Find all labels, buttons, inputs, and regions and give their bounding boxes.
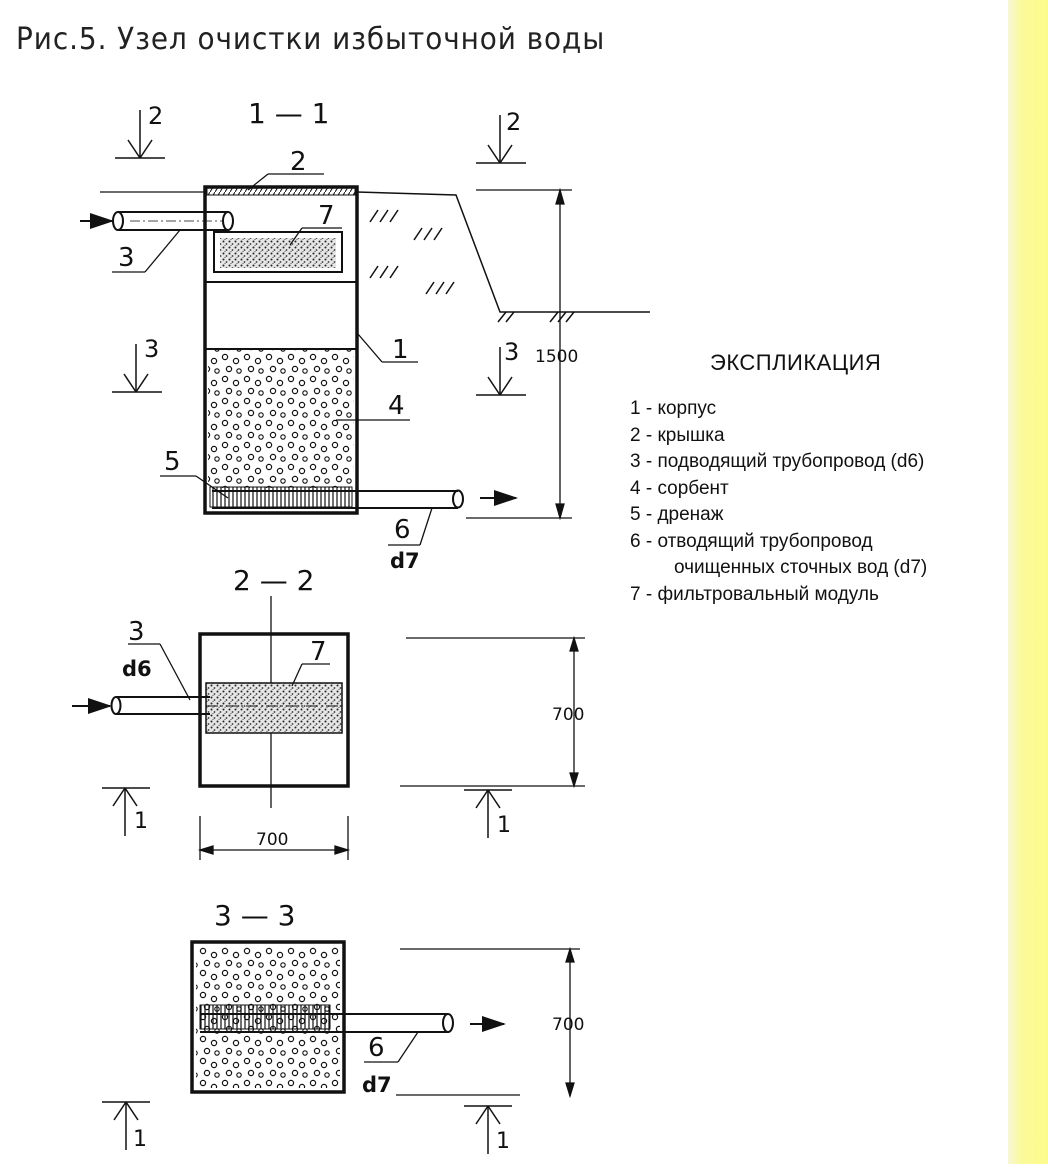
callout-7b — [292, 637, 330, 686]
dimension-1500 — [466, 190, 578, 518]
pipe-d6-label: d6 — [122, 657, 152, 681]
cut-mark-1-left-2-2 — [102, 788, 150, 836]
legend-item: 4 - сорбент — [630, 477, 729, 499]
filter-module-media — [220, 238, 336, 268]
legend-item: 3 - подводящий трубопровод (d6) — [630, 451, 925, 472]
callout-3-label: 3 — [118, 243, 135, 273]
cut-mark-3-left-label: 3 — [144, 335, 160, 363]
filter-module-plan — [206, 683, 342, 733]
dimension-700-3-3-label: 700 — [552, 1015, 585, 1035]
pipe-d7-label: d7 — [390, 549, 420, 573]
section-2-2 — [72, 564, 585, 860]
dimension-700-right-3-3 — [400, 949, 584, 1096]
callout-6 — [388, 508, 432, 573]
cut-mark-3-right-label: 3 — [504, 338, 520, 366]
pipe-d7b-label: d7 — [362, 1073, 392, 1097]
inlet-pipe-1-1 — [80, 212, 233, 230]
callout-3-d6 — [122, 617, 190, 700]
cut-mark-3-right — [476, 338, 526, 395]
callout-1 — [358, 334, 418, 365]
legend-item: 1 - корпус — [630, 398, 717, 419]
callout-7b-label: 7 — [310, 637, 327, 667]
cut-mark-2-right — [476, 108, 526, 163]
sorbent-layer — [208, 350, 354, 488]
dimension-700-bottom-2-2 — [200, 816, 348, 860]
ground-slope — [357, 192, 650, 312]
callout-6b — [362, 1032, 520, 1097]
section-3-3 — [102, 899, 584, 1154]
legend-item-continuation: очищенных сточных вод (d7) — [674, 557, 928, 578]
dimension-700-bottom-label: 700 — [256, 830, 289, 850]
callout-1-label: 1 — [392, 335, 409, 365]
legend-heading: ЭКСПЛИКАЦИЯ — [710, 350, 882, 375]
cut-mark-1-right-2-2 — [464, 790, 512, 838]
cut-mark-1-right-3-3-label: 1 — [496, 1129, 510, 1154]
cut-mark-2-right-label: 2 — [506, 108, 522, 136]
cut-mark-2-left — [115, 102, 165, 158]
lid — [207, 187, 355, 195]
figure-title: Рис.5. Узел очистки избыточной воды — [16, 22, 606, 57]
callout-7-label: 7 — [318, 201, 335, 231]
section-3-3-label: 3 — 3 — [214, 899, 296, 932]
section-2-2-label: 2 — 2 — [233, 564, 315, 597]
cut-mark-1-right-label: 1 — [497, 813, 511, 838]
callout-6-label: 6 — [394, 515, 411, 545]
section-1-1-label: 1 — 1 — [248, 97, 330, 130]
callout-2-label: 2 — [290, 147, 307, 177]
cut-mark-1-left-3-3 — [102, 1102, 150, 1152]
dimension-1500-label: 1500 — [535, 347, 579, 367]
drain-plan — [200, 1005, 330, 1029]
cut-mark-3-left — [112, 335, 162, 392]
callout-3b-label: 3 — [128, 617, 145, 647]
legend-item: 2 - крышка — [630, 424, 725, 446]
callout-6b-label: 6 — [368, 1033, 385, 1063]
legend-list — [630, 396, 927, 608]
soil-hatch — [370, 210, 574, 322]
cut-mark-1-right-3-3 — [464, 1106, 512, 1154]
callout-3 — [112, 230, 180, 273]
legend-item: 6 - отводящий трубопровод — [630, 530, 873, 552]
legend-item: 7 - фильтровальный модуль — [630, 583, 879, 605]
cut-mark-1-left-label: 1 — [134, 809, 148, 834]
section-1-1 — [80, 97, 650, 573]
legend-item: 5 - дренаж — [630, 504, 724, 525]
dimension-700-right-label: 700 — [552, 705, 585, 725]
cut-mark-1-left-3-3-label: 1 — [133, 1127, 147, 1152]
callout-5-label: 5 — [164, 447, 181, 477]
callout-2 — [248, 147, 324, 190]
dimension-700-right-2-2 — [400, 638, 585, 786]
callout-4-label: 4 — [388, 391, 405, 421]
cut-mark-2-left-label: 2 — [148, 102, 164, 130]
